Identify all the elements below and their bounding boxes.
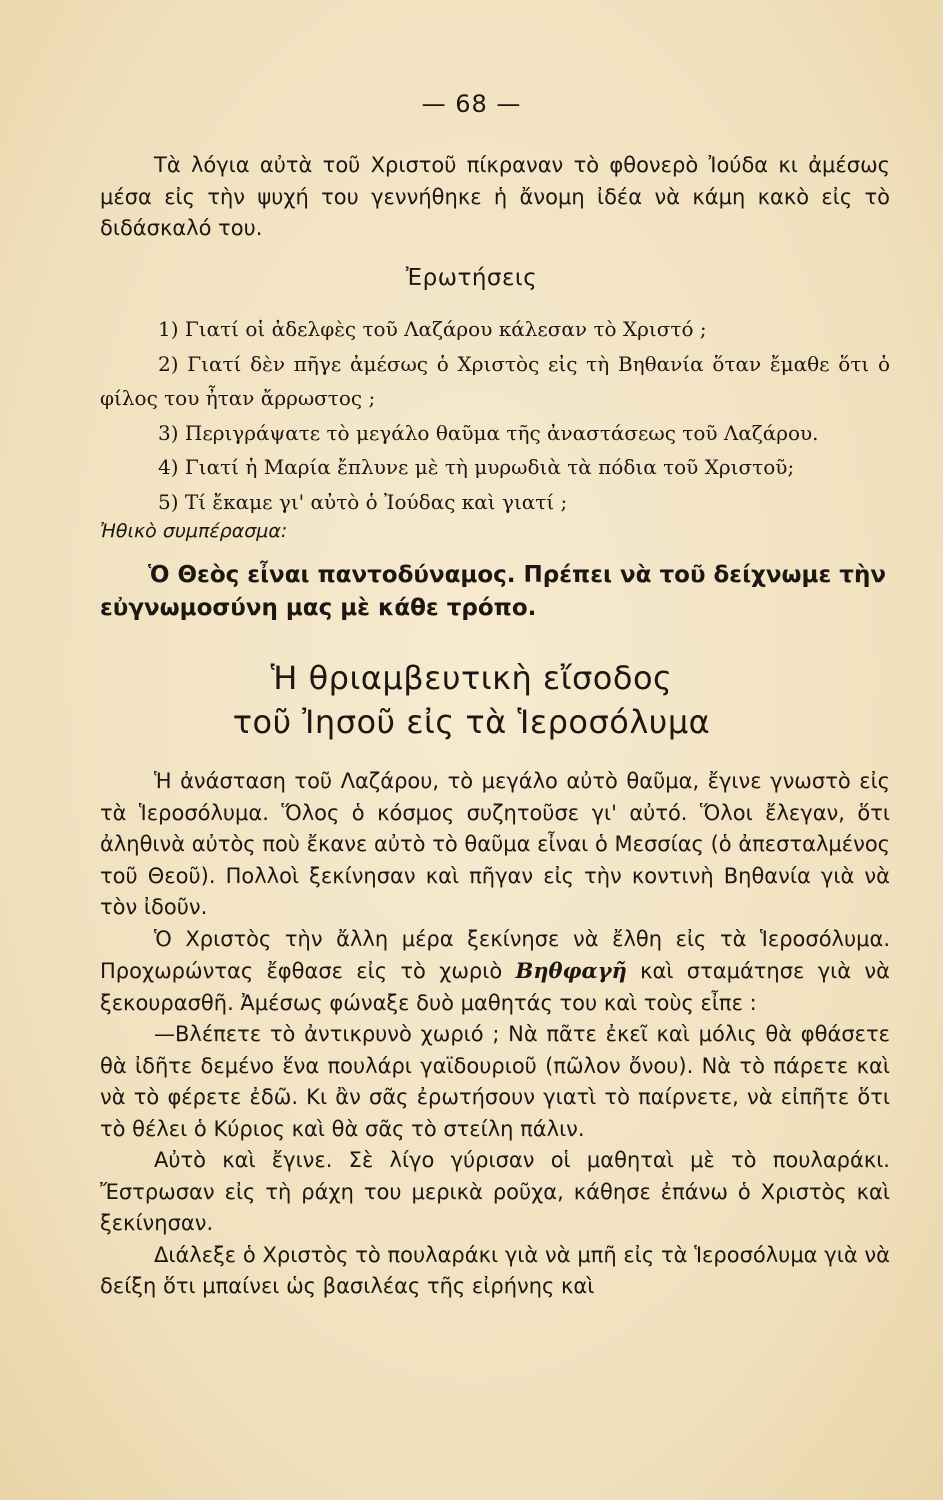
story-text: καὶ σταμάτησε γιὰ νὰ ξεκουρασθῆ. Ἀμέσως φώναξε δυὸ μαθητάς του καὶ τοὺς εἶπε : (100, 959, 890, 1015)
intro-section (100, 150, 890, 245)
question-item: 2) Γιατί δὲν πῆγε ἀμέσως ὁ Χριστὸς εἰς τὴ Βηθανία ὅταν ἔμαθε ὅτι ὁ φίλος του ἦταν ἄρρωστος ; (100, 351, 890, 410)
chapter-title (0, 656, 943, 744)
question-item: 5) Τί ἔκαμε γι' αὐτὸ ὁ Ἰούδας καὶ γιατί ; (158, 489, 568, 514)
story-paragraph (100, 924, 890, 1020)
chapter-title-line1: Ἡ θριαμβευτικὴ εἴσοδος (270, 659, 673, 697)
questions-list (100, 312, 890, 519)
question-item: 3) Περιγράψατε τὸ μεγάλο θαῦμα τῆς ἀναστάσεως τοῦ Λαζάρου. (158, 420, 819, 445)
chapter-title-line2: τοῦ Ἰησοῦ εἰς τὰ Ἱεροσόλυμα (232, 703, 711, 741)
story-paragraph: Αὐτὸ καὶ ἔγινε. Σὲ λίγο γύρισαν οἱ μαθηταὶ μὲ τὸ πουλαράκι. Ἔστρωσαν εἰς τὴ ράχη του μερικὰ ροῦχα, κάθησε ἐπάνω ὁ Χριστὸς καὶ ξεκίνησαν. (100, 1148, 890, 1235)
page-number: — 68 — (421, 90, 522, 118)
story-paragraph: —Βλέπετε τὸ ἀντικρυνὸ χωριό ; Νὰ πᾶτε ἐκεῖ καὶ μόλις θὰ φθάσετε θὰ ἰδῆτε δεμένο ἕνα πουλάρι γαϊδουριοῦ (πῶλον ὄνου). Νὰ τὸ πάρετε καὶ νὰ τὸ φέρετε ἐδῶ. Κι ἂν σᾶς ἐρωτήσουν γιατὶ τὸ παίρνετε, νὰ εἰπῆτε ὅτι τὸ θέλει ὁ Κύριος καὶ θὰ σᾶς τὸ στείλη πάλιν. (100, 1022, 890, 1141)
questions-heading: Ἐρωτήσεις (405, 265, 538, 291)
intro-paragraph: Τὰ λόγια αὐτὰ τοῦ Χριστοῦ πίκραναν τὸ φθονερὸ Ἰούδα κι ἀμέσως μέσα εἰς τὴν ψυχή του γεννήθηκε ἡ ἄνομη ἰδέα νὰ κάμη κακὸ εἰς τὸ διδάσκαλό του. (100, 153, 890, 240)
moral-conclusion (100, 559, 890, 625)
story-paragraph: Ἡ ἀνάσταση τοῦ Λαζάρου, τὸ μεγάλο αὐτὸ θαῦμα, ἔγινε γνωστὸ εἰς τὰ Ἱεροσόλυμα. Ὅλος ὁ κόσμος συζητοῦσε γι' αὐτό. Ὅλοι ἔλεγαν, ὅτι ἀληθινὰ αὐτὸς ποὺ ἔκανε αὐτὸ τὸ θαῦμα εἶναι ὁ Μεσσίας (ὁ ἀπεσταλμένος τοῦ Θεοῦ). Πολλοὶ ξεκίνησαν καὶ πῆγαν εἰς τὴν κοντινὴ Βηθανία γιὰ νὰ τὸν ἰδοῦν. (100, 769, 890, 919)
question-item: 1) Γιατί οἱ ἀδελφὲς τοῦ Λαζάρου κάλεσαν τὸ Χριστό ; (158, 317, 707, 341)
question-item: 4) Γιατί ἡ Μαρία ἔπλυνε μὲ τὴ μυρωδιὰ τὰ πόδια τοῦ Χριστοῦ; (158, 455, 795, 479)
story-section (100, 766, 890, 1303)
moral-label: Ἠθικὸ συμπέρασμα: (100, 520, 288, 542)
moral-text: Ὁ Θεὸς εἶναι παντοδύναμος. Πρέπει νὰ τοῦ δείχνωμε τὴν εὐγνωμοσύνη μας μὲ κάθε τρόπο. (100, 562, 886, 621)
story-text: Ὁ Χριστὸς τὴν ἄλλη μέρα ξεκίνησε νὰ ἔλθη εἰς τὰ Ἱεροσόλυμα. Προχωρώντας ἔφθασε εἰς τὸ χωριὸ (100, 926, 890, 983)
place-name: Βηθφαγῆ (515, 958, 627, 983)
story-paragraph: Διάλεξε ὁ Χριστὸς τὸ πουλαράκι γιὰ νὰ μπῆ εἰς τὰ Ἱεροσόλυμα γιὰ νὰ δείξη ὅτι μπαίνει ὡς βασιλέας τῆς εἰρήνης καὶ (100, 1242, 890, 1298)
